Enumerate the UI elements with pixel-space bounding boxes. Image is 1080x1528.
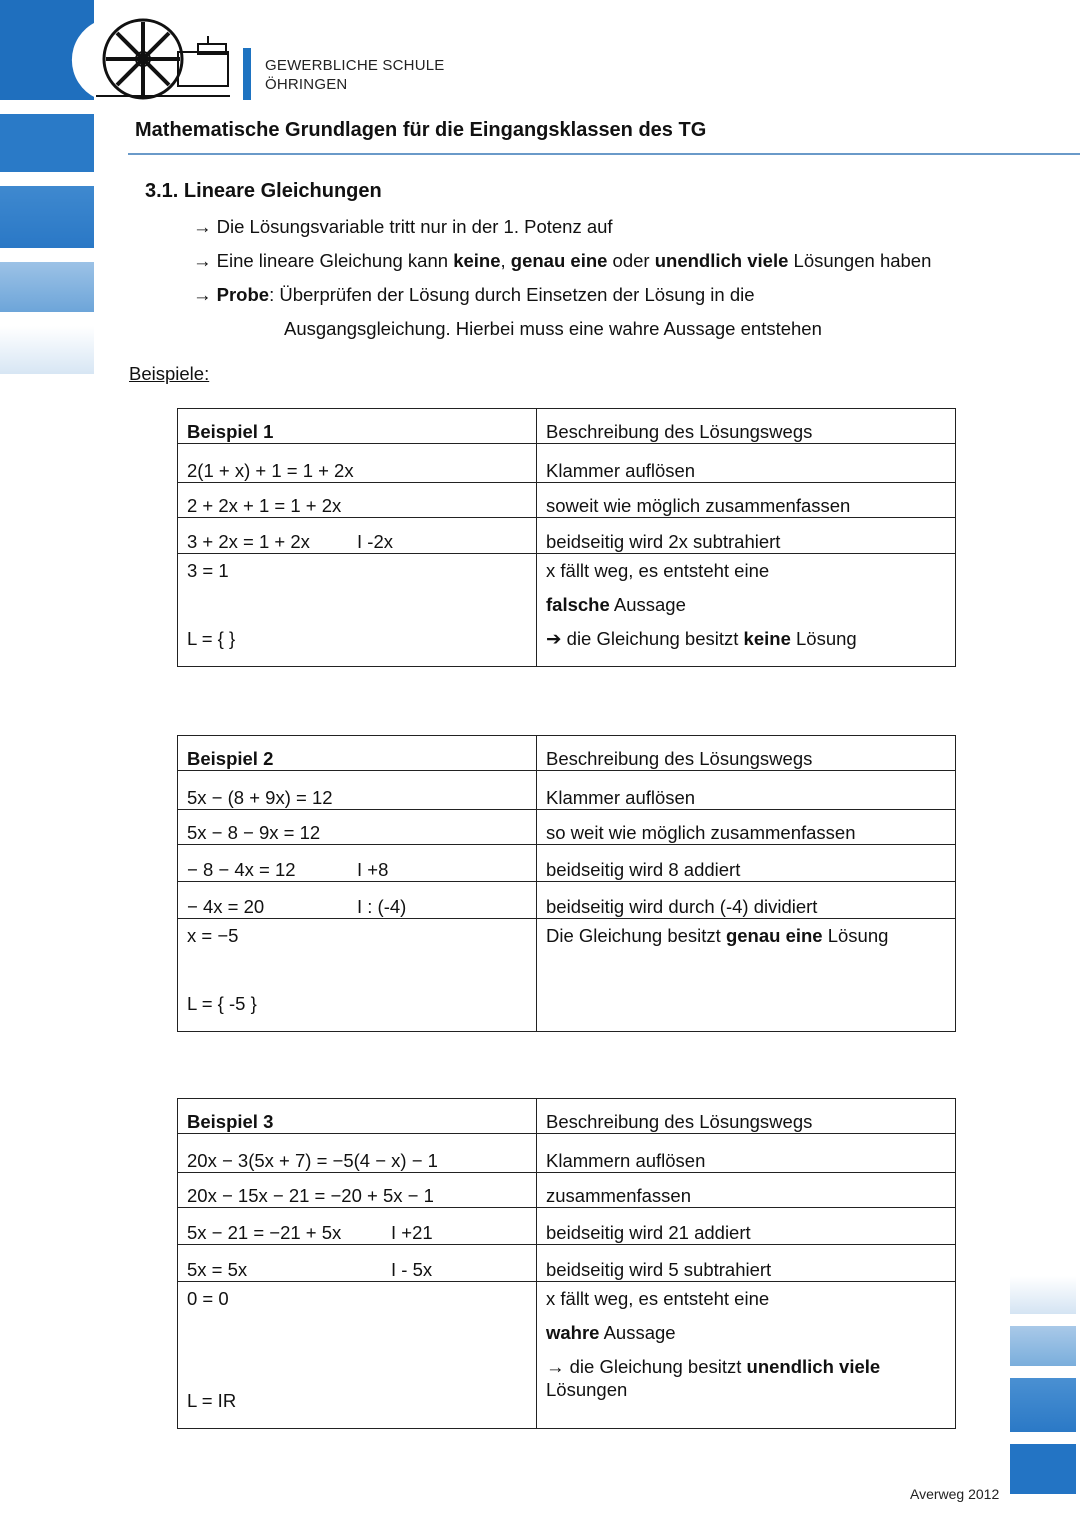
arrow-icon: → [193, 250, 212, 271]
example-3-title: Beispiel 3 [187, 1111, 274, 1132]
bullet-3-bold: Probe [216, 284, 270, 305]
operation: I +21 [391, 1222, 433, 1243]
left-decor-block-5 [0, 326, 94, 374]
solution-set: L = { -5 } [187, 993, 257, 1014]
final-equation: 3 = 1 [187, 560, 229, 581]
operation: I : (-4) [357, 896, 407, 917]
final-desc-line1: x fällt weg, es entsteht eine [546, 560, 770, 581]
arrow-icon: → [193, 284, 212, 305]
school-name [265, 56, 444, 94]
equation: 2 + 2x + 1 = 1 + 2x [187, 495, 342, 516]
example-2-desc-header: Beschreibung des Lösungswegs [537, 736, 956, 771]
table-row [178, 1134, 956, 1173]
final-desc-bold: wahre [546, 1322, 600, 1343]
equation: − 4x = 20 [187, 896, 265, 917]
section-title: 3.1. Lineare Gleichungen [145, 180, 382, 202]
table-row [178, 483, 956, 518]
table-row [178, 518, 956, 554]
step-description: beidseitig wird 8 addiert [537, 845, 956, 882]
right-decor-block-1 [1010, 1276, 1076, 1314]
example-1-table [177, 408, 956, 667]
bullet-1 [193, 215, 613, 239]
title-rule [128, 153, 1080, 155]
final-desc-a: Die Gleichung besitzt [546, 925, 726, 946]
final-desc-keyword: keine [743, 628, 791, 649]
bullet-3 [193, 283, 755, 307]
final-desc-bold: falsche [546, 594, 610, 615]
equation: 20x − 3(5x + 7) = −5(4 − x) − 1 [187, 1150, 438, 1171]
left-decor-block-3 [0, 186, 94, 248]
school-logo [58, 14, 238, 104]
bullet-3-continuation: Ausgangsgleichung. Hierbei muss eine wahre Aussage entstehen [284, 318, 822, 339]
operation: I -2x [357, 531, 393, 552]
final-desc-line1: x fällt weg, es entsteht eine [546, 1288, 770, 1309]
table-row [178, 810, 956, 845]
bullet-2-text-a: Eine lineare Gleichung kann [216, 250, 454, 271]
bullet-2-bold-infinite: unendlich viele [654, 250, 789, 271]
bullet-2-text-g: Lösungen haben [788, 250, 932, 271]
table-row [178, 444, 956, 483]
equation: 5x = 5x [187, 1259, 248, 1280]
school-name-line1: GEWERBLICHE SCHULE [265, 57, 445, 74]
step-description: Klammer auflösen [537, 771, 956, 810]
step-description: beidseitig wird 21 addiert [537, 1208, 956, 1245]
solution-set: L = { } [187, 628, 236, 649]
document-title: Mathematische Grundlagen für die Eingangsklassen des TG [135, 119, 707, 141]
operation: I +8 [357, 859, 389, 880]
step-description: beidseitig wird 2x subtrahiert [537, 518, 956, 554]
left-decor-block-4 [0, 262, 94, 312]
final-desc-rest: Aussage [609, 594, 686, 615]
table-row [178, 1173, 956, 1208]
final-desc-line4: Lösungen [546, 1379, 628, 1400]
final-desc-a: die Gleichung besitzt [564, 1356, 747, 1377]
equation: 3 + 2x = 1 + 2x [187, 531, 310, 552]
equation: 20x − 15x − 21 = −20 + 5x − 1 [187, 1185, 434, 1206]
final-desc-keyword: genau eine [725, 925, 823, 946]
bullet-2-text-c: , [500, 250, 511, 271]
arrow-icon: → [193, 216, 212, 237]
equation: 2(1 + x) + 1 = 1 + 2x [187, 460, 354, 481]
table-row [178, 1099, 956, 1134]
final-desc-c: Lösung [790, 628, 857, 649]
example-2-table [177, 735, 956, 1032]
example-1-desc-header: Beschreibung des Lösungswegs [537, 409, 956, 444]
step-description: zusammenfassen [537, 1173, 956, 1208]
final-desc-rest: Aussage [599, 1322, 676, 1343]
operation: I - 5x [391, 1259, 433, 1280]
step-description: beidseitig wird 5 subtrahiert [537, 1245, 956, 1282]
step-description: so weit wie möglich zusammenfassen [537, 810, 956, 845]
example-2-title: Beispiel 2 [187, 748, 274, 769]
step-description: Klammern auflösen [537, 1134, 956, 1173]
bullet-3-text: : Überprüfen der Lösung durch Einsetzen der Lösung in die [269, 284, 755, 305]
step-description: soweit wie möglich zusammenfassen [537, 483, 956, 518]
table-row [178, 736, 956, 771]
examples-label: Beispiele: [129, 363, 210, 384]
arrow-icon: → [546, 1356, 565, 1377]
table-row [178, 409, 956, 444]
equation: − 8 − 4x = 12 [187, 859, 296, 880]
final-equation: 0 = 0 [187, 1288, 229, 1309]
solution-set: L = IR [187, 1390, 237, 1411]
table-row [178, 882, 956, 919]
table-row [178, 1282, 956, 1429]
table-row [178, 1245, 956, 1282]
step-description: Klammer auflösen [537, 444, 956, 483]
table-row [178, 1208, 956, 1245]
arrow-icon: ➔ [546, 628, 562, 649]
school-name-line2: ÖHRINGEN [265, 76, 348, 93]
right-decor-block-3 [1010, 1378, 1076, 1432]
bullet-2 [193, 249, 931, 273]
table-row [178, 771, 956, 810]
example-3-desc-header: Beschreibung des Lösungswegs [537, 1099, 956, 1134]
example-3-table [177, 1098, 956, 1429]
bullet-2-bold-none: keine [453, 250, 501, 271]
final-desc-c: Lösung [822, 925, 889, 946]
left-decor-block-2 [0, 114, 94, 172]
final-equation: x = −5 [187, 925, 239, 946]
bullet-2-bold-one: genau eine [510, 250, 608, 271]
table-row [178, 845, 956, 882]
table-row [178, 554, 956, 667]
equation: 5x − 21 = −21 + 5x [187, 1222, 342, 1243]
example-1-title: Beispiel 1 [187, 421, 274, 442]
step-description: beidseitig wird durch (-4) dividiert [537, 882, 956, 919]
header-accent-bar [243, 48, 251, 100]
equation: 5x − 8 − 9x = 12 [187, 822, 321, 843]
bullet-1-text: Die Lösungsvariable tritt nur in der 1. Potenz auf [216, 216, 613, 237]
table-row [178, 919, 956, 1032]
equation: 5x − (8 + 9x) = 12 [187, 787, 333, 808]
final-desc-a: die Gleichung besitzt [561, 628, 744, 649]
footer-author: Averweg 2012 [910, 1486, 1000, 1502]
right-decor-block-2 [1010, 1326, 1076, 1366]
right-decor-block-4 [1010, 1444, 1076, 1494]
final-desc-keyword: unendlich viele [746, 1356, 881, 1377]
bullet-2-text-e: oder [607, 250, 655, 271]
